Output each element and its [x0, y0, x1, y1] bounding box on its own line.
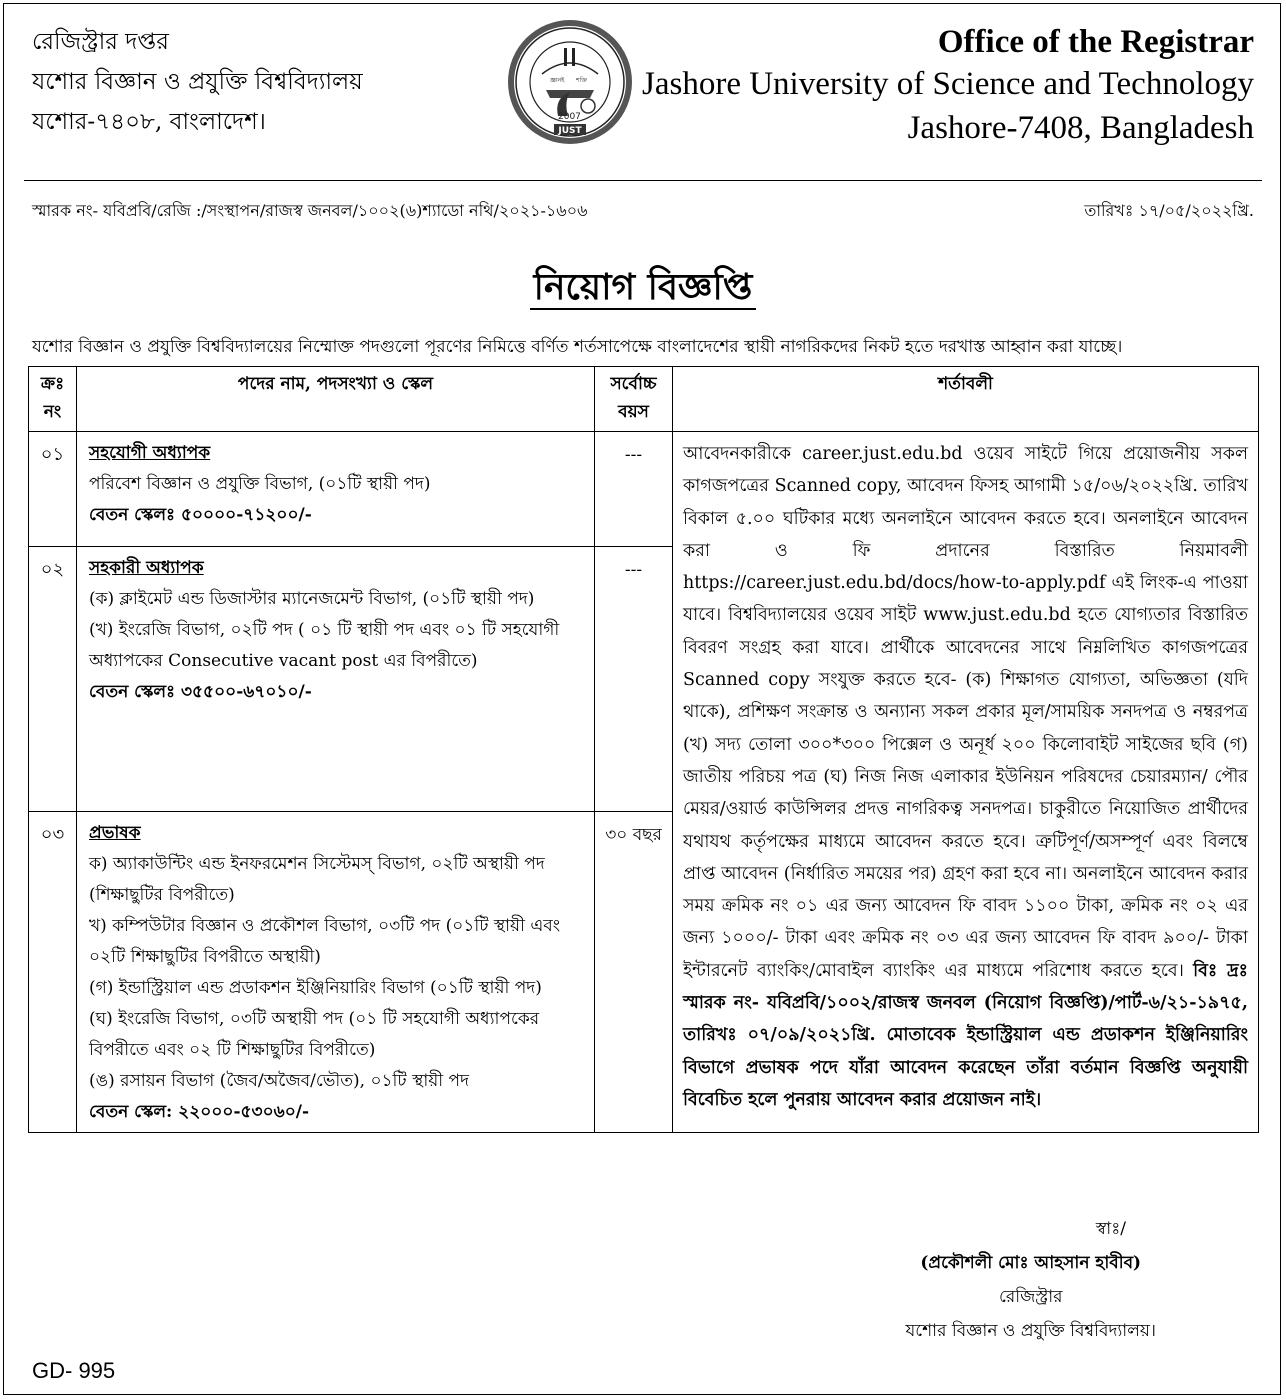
logo-year: 2007 [558, 112, 581, 122]
signature-mark: স্বাঃ/ [1095, 1219, 1126, 1239]
notice-title: নিয়োগ বিজ্ঞপ্তি [530, 266, 757, 310]
signatory-name: (প্রকৌশলী মোঃ আহসান হাবীব) [920, 1253, 1142, 1273]
post-detail: (ঘ) ইংরেজি বিভাগ, ০৩টি অস্থায়ী পদ (০১ টি সহযোগী অধ্যাপকের বিপরীতে এবং ০২ টি শিক্ষাছুটির বিপরীতে) [89, 1009, 540, 1060]
post-title: সহকারী অধ্যাপক [89, 558, 204, 578]
post-detail: (গ) ইন্ডাস্ট্রিয়াল এন্ড প্রডাকশন ইঞ্জিনিয়ারিং বিভাগ (০১টি স্থায়ী পদ) [89, 978, 542, 998]
gd-code: GD- 995 [32, 1358, 116, 1383]
office-name-en: Office of the Registrar [937, 24, 1254, 60]
memo-number: স্মারক নং- যবিপ্রবি/রেজি :/সংস্থাপন/রাজস্ব জনবল/১০০২(৬)শ্যাডো নথি/২০২১-১৬০৬ [32, 201, 588, 220]
header-serial: ক্রঃ নং [29, 367, 77, 432]
logo-motto-left: জ্ঞানই [550, 77, 565, 84]
post-detail: পরিবেশ বিজ্ঞান ও প্রযুক্তি বিভাগ, (০১টি স্থায়ী পদ) [89, 474, 431, 494]
post-title: প্রভাষক [89, 823, 141, 843]
table-row [29, 432, 1259, 547]
university-name-bn: যশোর বিজ্ঞান ও প্রযুক্তি বিশ্ববিদ্যালয় [32, 69, 363, 95]
post-detail: (ক) ক্লাইমেট এন্ড ডিজাস্টার ম্যানেজমেন্ট বিভাগ, (০১টি স্থায়ী পদ) [89, 589, 535, 609]
signatory-designation: রেজিস্ট্রার [998, 1287, 1063, 1307]
positions-table [28, 366, 1259, 1133]
post-cell [77, 432, 595, 547]
header-conditions: শর্তাবলী [673, 367, 1259, 432]
conditions-text: আবেদনকারীকে career.just.edu.bd ওয়েব সাইটে গিয়ে প্রয়োজনীয় সকল কাগজপত্রের Scanned copy, আবেদন ফিসহ আগামী ১৫/০৬/২০২২খ্রি. তারিখ বিকাল ৫.০০ ঘটিকার মধ্যে অনলাইনে আবেদন করতে হবে। অনলাইনে আবেদন করা ও ফি প্রদানের বিস্তারিত নিয়মাবলী https://career.just.edu.bd/docs/how-to-apply.pdf এই লিংক-এ পাওয়া যাবে। বিশ্ববিদ্যালয়ের ওয়েব সাইট www.just.edu.bd হতে যোগ্যতার বিস্তারিত বিবরণ সংগ্রহ করা যাবে। প্রার্থীকে আবেদনের সাথে নিম্নলিখিত কাগজপত্রের Scanned copy সংযুক্ত করতে হবে- (ক) শিক্ষাগত যোগ্যতা, অভিজ্ঞতা (যদি থাকে), প্রশিক্ষণ সংক্রান্ত ও অন্যান্য সকল প্রকার মূল/সাময়িক সনদপত্র ও নম্বরপত্র (খ) সদ্য তোলা ৩০০*৩০০ পিক্সেল ও অনূর্ধ ২০০ কিলোবাইট সাইজের ছবি (গ) জাতীয় পরিচয় পত্র (ঘ) নিজ নিজ এলাকার ইউনিয়ন পরিষদের চেয়ারম্যান/ পৌর মেয়র/ওয়ার্ড কাউন্সিলর প্রদত্ত নাগরিকত্ব সনদপত্র। চাকুরীতে নিয়োজিত প্রার্থীদের যথাযথ কর্তৃপক্ষের মাধ্যমে আবেদন করতে হবে। ত্রুটিপূর্ণ/অসম্পূর্ণ এবং বিলম্বে প্রাপ্ত আবেদন (নির্ধারিত সময়ের পর) গ্রহণ করা হবে না। অনলাইনে আবেদন করার সময় ক্রমিক নং ০১ এর জন্য আবেদন ফি বাবদ ১১০০ টাকা, ক্রমিক নং ০২ এর জন্য ১০০০/- টাকা এবং ক্রমিক নং ০৩ এর জন্য আবেদন ফি বাবদ ৯০০/- টাকা ইন্টারনেট ব্যাংকিং/মোবাইল ব্যাংকিং এর মাধ্যমে পরিশোধ করতে হবে। [683, 444, 1248, 981]
university-logo [506, 18, 634, 146]
header-age: সর্বোচ্চ বয়স [595, 367, 673, 432]
office-name-bn: রেজিস্ট্রার দপ্তর [32, 29, 169, 55]
header-divider [24, 180, 1262, 181]
post-detail: ক) অ্যাকাউন্টিং এন্ড ইনফরমেশন সিস্টেমস্‌ বিভাগ, ০২টি অস্থায়ী পদ (শিক্ষাছুটির বিপরীতে) [89, 854, 545, 905]
max-age: ৩০ বছর [595, 812, 673, 1133]
header-post: পদের নাম, পদসংখ্যা ও স্কেল [77, 367, 595, 432]
conditions-cell [673, 432, 1259, 1133]
conditions-note: বিঃ দ্রঃ স্মারক নং- যবিপ্রবি/১০০২/রাজস্ব জনবল (নিয়োগ বিজ্ঞপ্তি)/পার্ট-৬/২১-১৯৭৫, তারিখঃ ০৭/০৯/২০২১খ্রি. মোতাবেক ইন্ডাস্ট্রিয়াল এন্ড প্রডাকশন ইঞ্জিনিয়ারিং বিভাগে প্রভাষক পদে যাঁরা আবেদন করেছেন তাঁরা বর্তমান বিজ্ঞপ্তি অনুযায়ী বিবেচিত হলে পুনরায় আবেদন করার প্রয়োজন নাই। [683, 960, 1248, 1110]
pay-scale: বেতন স্কেলঃ ৩৫৫০০-৬৭০১০/- [89, 682, 312, 702]
post-title: সহযোগী অধ্যাপক [89, 443, 211, 463]
post-detail: (ঙ) রসায়ন বিভাগ (জৈব/অজৈব/ভৌত), ০১টি স্থায়ী পদ [89, 1071, 470, 1091]
address-en: Jashore-7408, Bangladesh [907, 110, 1254, 146]
row-serial: ০২ [29, 547, 77, 812]
notice-title-wrap [0, 260, 1286, 320]
signature-block [905, 1212, 1156, 1348]
post-cell [77, 547, 595, 812]
notice-date: তারিখঃ ১৭/০৫/২০২২খ্রি. [1084, 201, 1254, 220]
header-bangla [32, 22, 363, 142]
address-bn: যশোর-৭৪০৮, বাংলাদেশ। [32, 109, 266, 135]
table-header-row [29, 367, 1259, 432]
logo-motto-right: শক্তি [576, 77, 588, 84]
signatory-institution: যশোর বিজ্ঞান ও প্রযুক্তি বিশ্ববিদ্যালয়। [905, 1321, 1156, 1341]
row-serial: ০১ [29, 432, 77, 547]
max-age: --- [595, 547, 673, 812]
university-name-en: Jashore University of Science and Technology [642, 66, 1254, 102]
max-age: --- [595, 432, 673, 547]
post-detail: খ) কম্পিউটার বিজ্ঞান ও প্রকৌশল বিভাগ, ০৩টি পদ (০১টি স্থায়ী এবং ০২টি শিক্ষাছুটির বিপরীতে অস্থায়ী) [89, 916, 561, 967]
pay-scale: বেতন স্কেল: ২২০০০-৫৩০৬০/- [89, 1102, 310, 1122]
intro-text: যশোর বিজ্ঞান ও প্রযুক্তি বিশ্ববিদ্যালয়ের নিম্মোক্ত পদগুলো পূরণের নিমিত্তে বর্ণিত শর্তসাপেক্ষে বাংলাদেশের স্থায়ী নাগরিকদের নিকট হতে দরখাস্ত আহ্বান করা যাচ্ছে। [32, 337, 1123, 357]
logo-abbr: JUST [558, 126, 582, 136]
post-detail: (খ) ইংরেজি বিভাগ, ০২টি পদ ( ০১ টি স্থায়ী পদ এবং ০১ টি সহযোগী অধ্যাপকের Consecutive vacant post এর বিপরীতে) [89, 620, 560, 671]
row-serial: ০৩ [29, 812, 77, 1133]
header-english [642, 22, 1254, 150]
post-cell [77, 812, 595, 1133]
pay-scale: বেতন স্কেলঃ ৫০০০০-৭১২০০/- [89, 505, 312, 525]
